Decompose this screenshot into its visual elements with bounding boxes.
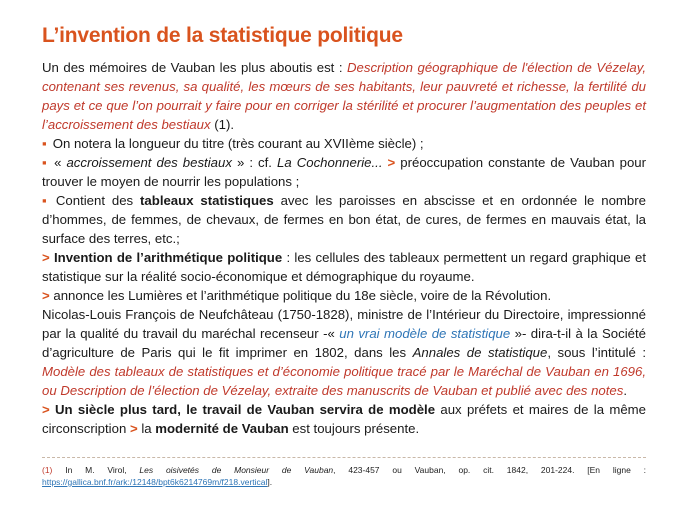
statistique-quote: un vrai modèle de statistique [339,326,511,341]
footnote-divider [42,457,646,458]
paragraph-text: »- dira-t-il à la Société d’agriculture de Paris qui le fit imprimer en 1802, dans les [42,326,646,360]
intro-note: (1). [210,117,235,132]
bullet-text: avec les paroisses en abscisse et en ordonnée le nombre d’hommes, de femmes, de chevaux, de fermes en bon état, de cures, de fermes en mauvais état, la surface des terres, etc.; [42,193,646,246]
point-item [42,286,646,305]
point-text: : les cellules des tableaux permettent un regard graphique et statistique sur la réalité socio-économique et démographique du royaume. [42,250,647,284]
conclusion-strong: Un siècle plus tard, le travail de Vauban servira de modèle [55,402,436,417]
conclusion-text: aux préfets et maires de la même circonscription [42,402,646,436]
bullet-item [42,153,646,191]
published-title: Modèle des tableaux de statistiques et d’économie politique tracé par le Maréchal de Vauban en 1696, ou Description de l’élection de Vézelay, extraite des manuscrits de Vauban et publié avec des notes [42,364,646,398]
neufchateau-paragraph [42,305,646,400]
bullet-text: préoccupation constante de Vauban pour trouver le moyen de nourrir les populations ; [42,155,647,189]
footnote [42,464,646,488]
bullet-text: « [54,155,67,170]
bullet-quote: accroissement des bestiaux [66,155,232,170]
bullet-reference: La Cochonnerie... [277,155,383,170]
point-item [42,248,646,286]
paragraph-text: , sous l’intitulé : [547,345,647,360]
intro-paragraph [42,58,646,134]
slide-title: L’invention de la statistique politique [42,24,403,47]
bullet-marker-icon: ▪ [42,193,50,208]
footnote-text: , 423-457 ou Vauban, op. cit. 1842, 201-224. [En ligne : [333,465,646,475]
footnote-number: (1) [42,465,53,475]
arrow-icon: > [42,288,54,303]
bullet-strong: tableaux statistiques [140,193,274,208]
bullet-item [42,134,646,153]
annales-title: Annales de statistique [412,345,548,360]
conclusion-paragraph [42,400,646,438]
arrow-icon: > [382,155,401,170]
point-strong: Invention de l’arithmétique politique [53,250,283,265]
bullet-marker-icon: ▪ [42,155,49,170]
arrow-icon: > [129,421,142,436]
paragraph-text: Nicolas-Louis François de Neufchâteau (1750-1828), ministre de l’Intérieur du Directoire, impressionné par la qualité du travail du maréchal recenseur -« [42,307,646,341]
intro-lead: Un des mémoires de Vauban les plus aboutis est : [42,60,348,75]
point-text: annonce les Lumières et l’arithmétique politique du 18e siècle, voire de la Révolution. [53,288,552,303]
bullet-item [42,191,646,248]
gallica-link[interactable]: https://gallica.bnf.fr/ark:/12148/bpt6k6214769m/f218.vertical [42,477,268,487]
arrow-icon: > [42,402,56,417]
bullet-text: Contient des [55,193,141,208]
slide-body [42,58,646,438]
bullet-text: On notera la longueur du titre (très courant au XVIIème siècle) ; [52,136,424,151]
bullet-text: » : cf. [231,155,277,170]
arrow-icon: > [42,250,54,265]
conclusion-text: la [141,421,156,436]
intro-quote: Description géographique de l'élection de Vézelay, contenant ses revenus, sa qualité, les mœurs de ses habitants, leur pauvreté et richesse, la fertilité du pays et ce que l’on pourrait y faire pour en corriger la stérilité et procurer l’augmentation des peuples et l’accroissement des bestiaux [42,60,646,132]
paragraph-text: . [623,383,627,398]
footnote-title: Les oisivetés de Monsieur de Vauban [139,465,334,475]
footnote-text: ]. [267,477,273,487]
conclusion-text: est toujours présente. [288,421,420,436]
footnote-text: In M. Virol, [52,465,140,475]
bullet-marker-icon: ▪ [42,136,47,151]
conclusion-strong: modernité de Vauban [155,421,289,436]
